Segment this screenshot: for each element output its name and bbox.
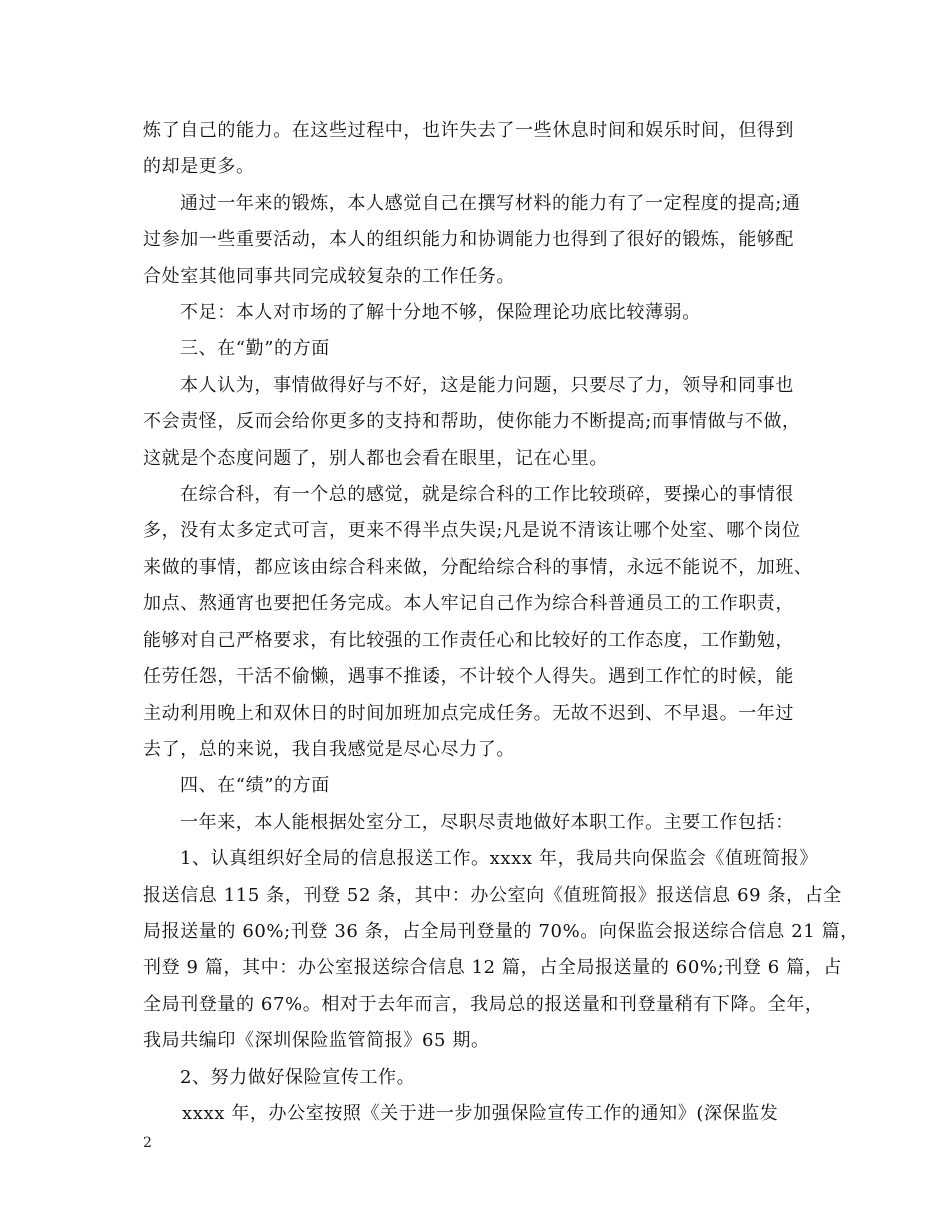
text-line: 通过一年来的锻炼，本人感觉自己在撰写材料的能力有了一定程度的提高;通	[180, 192, 801, 214]
paragraph-6	[143, 477, 813, 768]
paragraph-9	[143, 841, 859, 1059]
text-line: 一年来，本人能根据处室分工，尽职尽责地做好本职工作。主要工作包括：	[180, 811, 794, 833]
text-line: 多，没有太多定式可言，更来不得半点失误;凡是说不清该让哪个处室、哪个岗位	[143, 520, 801, 542]
text-line: xxxx 年，办公室按照《关于进一步加强保险宣传工作的通知》(深保监发	[182, 1102, 779, 1124]
text-line: 加点、熬通宵也要把任务完成。本人牢记自己作为综合科普通员工的工作职责，	[143, 593, 794, 615]
section-heading-ji	[143, 768, 813, 804]
text-line: 这就是个态度问题了，别人都也会看在眼里，记在心里。	[143, 447, 608, 469]
text-line: 不足：本人对市场的了解十分地不够，保险理论功底比较薄弱。	[180, 302, 701, 324]
text-line: 刊登 9 篇，其中：办公室报送综合信息 12 篇，占全局报送量的 60%;刊登 6 篇，占	[143, 957, 842, 979]
text-line: 主动利用晚上和双休日的时间加班加点完成任务。无故不迟到、不早退。一年过	[143, 702, 794, 724]
paragraph-11	[143, 1096, 813, 1132]
page-number: 2	[143, 1135, 152, 1151]
text-line: 1、认真组织好全局的信息报送工作。xxxx 年，我局共向保监会《值班简报》	[180, 848, 818, 870]
text-line: 2、努力做好保险宣传工作。	[180, 1066, 416, 1088]
paragraph-2	[143, 186, 813, 295]
paragraph-5	[143, 368, 813, 477]
paragraph-1	[143, 113, 813, 186]
text-line: 去了，总的来说，我自我感觉是尽心尽力了。	[143, 738, 515, 760]
text-line: 合处室其他同事共同完成较复杂的工作任务。	[143, 265, 515, 287]
paragraph-10	[143, 1060, 813, 1096]
text-line: 在综合科，有一个总的感觉，就是综合科的工作比较琐碎，要操心的事情很	[180, 484, 794, 506]
text-line: 的却是更多。	[143, 156, 255, 178]
document-body	[143, 113, 859, 1132]
text-line: 过参加一些重要活动，本人的组织能力和协调能力也得到了很好的锻炼，能够配	[143, 229, 794, 251]
paragraph-3	[143, 295, 813, 331]
paragraph-8	[143, 805, 813, 841]
text-line: 报送信息 115 条，刊登 52 条，其中：办公室向《值班简报》报送信息 69 条，占全	[143, 884, 842, 906]
text-line: 局报送量的 60%;刊登 36 条，占全局刊登量的 70%。向保监会报送综合信息 21 篇，	[143, 920, 859, 942]
heading-text: 三、在“勤”的方面	[180, 338, 330, 360]
heading-text: 四、在“绩”的方面	[180, 775, 330, 797]
text-line: 不会责怪，反而会给你更多的支持和帮助，使你能力不断提高;而事情做与不做，	[143, 411, 801, 433]
text-line: 任劳任怨，干活不偷懒，遇事不推诿，不计较个人得失。遇到工作忙的时候，能	[143, 666, 794, 688]
section-heading-qin	[143, 331, 813, 367]
text-line: 炼了自己的能力。在这些过程中，也许失去了一些休息时间和娱乐时间，但得到	[143, 120, 794, 141]
text-line: 我局共编印《深圳保险监管简报》65 期。	[143, 1030, 490, 1052]
text-line: 全局刊登量的 67%。相对于去年而言，我局总的报送量和刊登量稍有下降。全年，	[143, 993, 824, 1015]
text-line: 能够对自己严格要求，有比较强的工作责任心和比较好的工作态度，工作勤勉，	[143, 629, 794, 651]
text-line: 本人认为，事情做得好与不好，这是能力问题，只要尽了力，领导和同事也	[180, 374, 794, 396]
text-line: 来做的事情，都应该由综合科来做，分配给综合科的事情，永远不能说不，加班、	[143, 556, 813, 578]
